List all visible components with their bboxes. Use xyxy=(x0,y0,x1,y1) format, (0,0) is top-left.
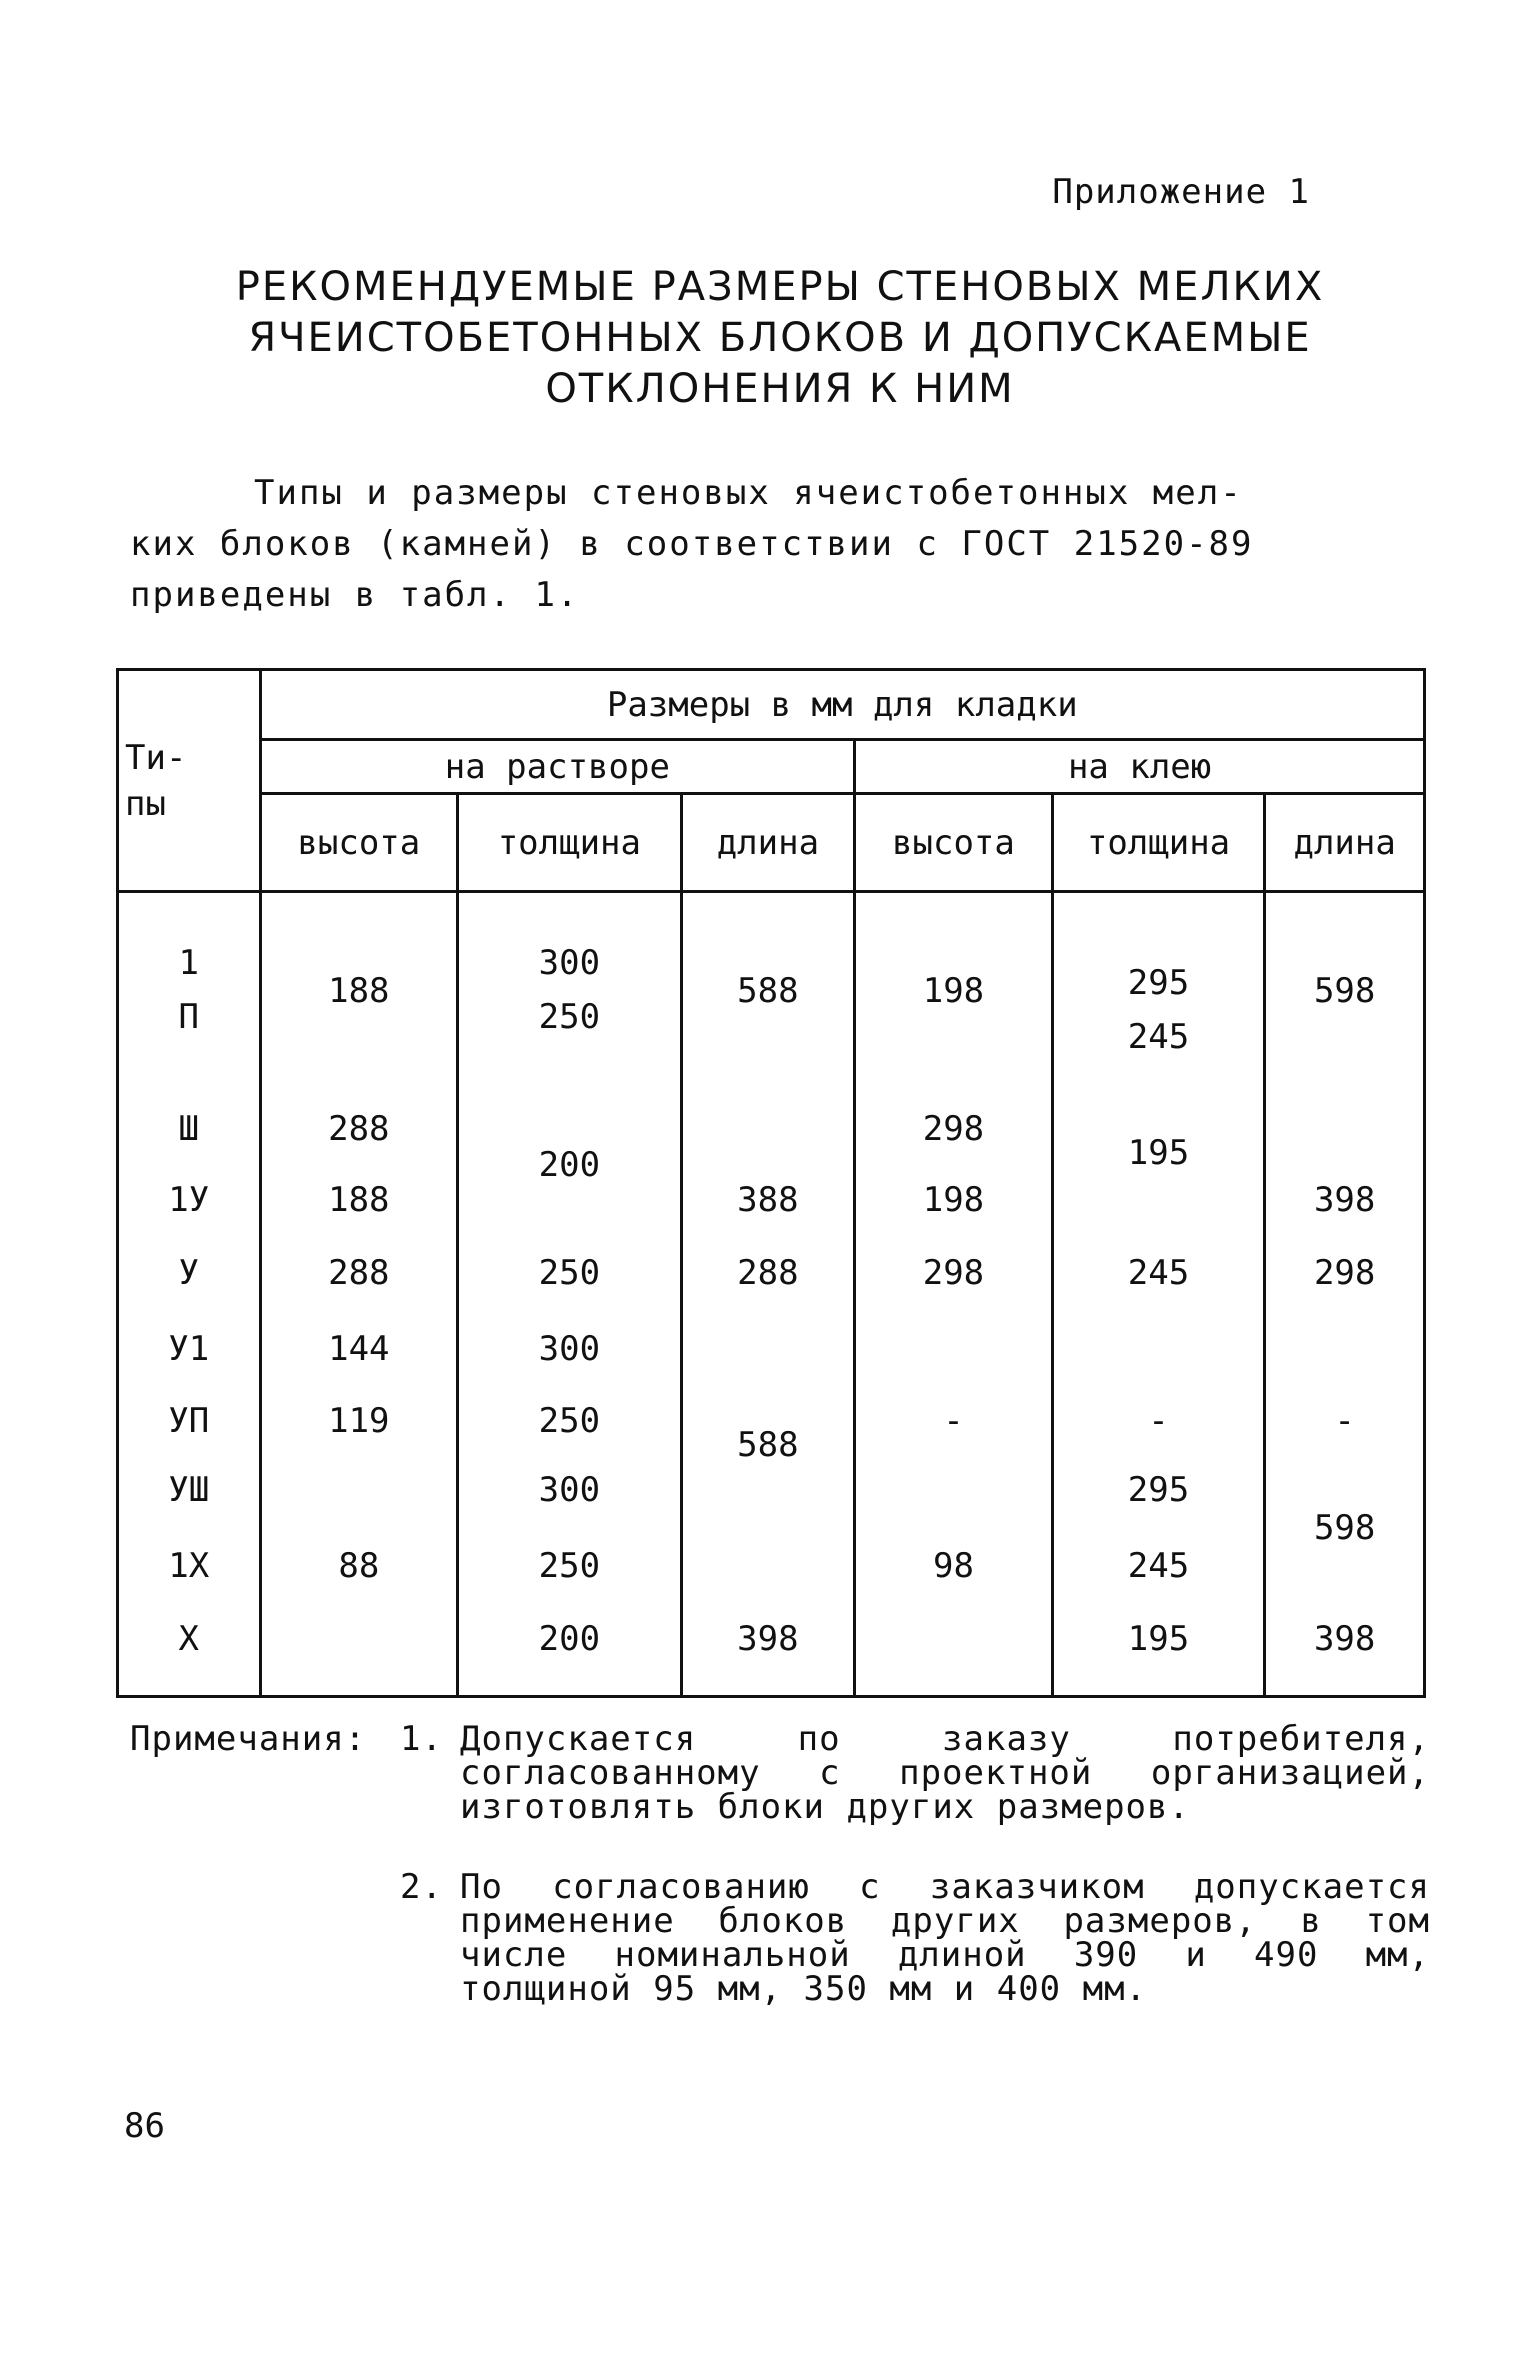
value-cell: 195 xyxy=(1127,1619,1190,1659)
intro-line: Типы и размеры стеновых ячеистобетонных мел- xyxy=(254,473,1243,513)
appendix-label: Приложение 1 xyxy=(1052,172,1310,212)
value-cell: 250 xyxy=(538,1546,601,1586)
type-cell: Х xyxy=(178,1619,200,1659)
value-cell: 200 xyxy=(538,1619,601,1659)
type-cell: УП xyxy=(168,1401,210,1441)
mortar-length-column xyxy=(681,892,855,1697)
value-cell: 188 xyxy=(328,1180,390,1220)
type-cell: 1 xyxy=(178,943,200,983)
value-cell: 198 xyxy=(922,971,985,1011)
glue-header: на клею xyxy=(855,740,1425,794)
value-cell: 298 xyxy=(922,1109,985,1149)
value-cell: 250 xyxy=(538,997,601,1037)
value-cell: 298 xyxy=(1313,1253,1376,1293)
type-cell: Ш xyxy=(178,1109,200,1149)
value-cell: 300 xyxy=(538,943,601,983)
value-cell: 398 xyxy=(1313,1180,1376,1220)
type-cell: 1У xyxy=(168,1180,210,1220)
value-cell: 298 xyxy=(922,1253,985,1293)
value-cell: 295 xyxy=(1127,1470,1190,1510)
mortar-height-column xyxy=(260,892,458,1697)
col-header-thickness: толщина xyxy=(1052,794,1265,892)
page-number: 86 xyxy=(124,2106,165,2146)
note-number: 2. xyxy=(400,1867,443,1907)
intro-line: приведены в табл. 1. xyxy=(130,575,580,615)
type-cell: 1Х xyxy=(168,1546,210,1586)
types-header-line: пы xyxy=(125,783,166,824)
col-header-thickness: толщина xyxy=(458,794,682,892)
value-cell: 195 xyxy=(1127,1133,1190,1173)
sizes-header: Размеры в мм для кладки xyxy=(260,670,1424,740)
document-title xyxy=(150,262,1410,415)
types-header-line: Ти- xyxy=(125,737,187,778)
value-cell: 245 xyxy=(1127,1253,1190,1293)
value-cell: 388 xyxy=(737,1180,799,1220)
notes-section xyxy=(130,1719,1430,2009)
glue-height-column xyxy=(855,892,1053,1697)
value-cell: 200 xyxy=(538,1145,601,1185)
value-cell: 588 xyxy=(737,1425,799,1465)
value-cell: 188 xyxy=(328,971,390,1011)
value-cell: 398 xyxy=(737,1619,799,1659)
value-cell: 295 xyxy=(1127,963,1190,1003)
value-cell: - xyxy=(1334,1401,1355,1441)
value-cell: 288 xyxy=(737,1253,799,1293)
value-cell: 98 xyxy=(932,1546,974,1586)
intro-line: ких блоков (камней) в соответствии с ГОСТ 21520-89 xyxy=(130,524,1254,564)
notes-label: Примечания: xyxy=(130,1719,367,1759)
value-cell: 245 xyxy=(1127,1017,1190,1057)
value-cell: 300 xyxy=(538,1329,601,1369)
type-cell: П xyxy=(178,997,200,1037)
type-cell: У1 xyxy=(168,1329,210,1369)
col-header-length: длина xyxy=(1265,794,1425,892)
title-line: ОТКЛОНЕНИЯ К НИМ xyxy=(545,366,1015,412)
type-cell: У xyxy=(178,1253,200,1293)
value-cell: 398 xyxy=(1313,1619,1376,1659)
value-cell: 88 xyxy=(338,1546,380,1586)
col-header-length: длина xyxy=(681,794,855,892)
value-cell: 598 xyxy=(1313,971,1376,1011)
glue-length-column xyxy=(1265,892,1425,1697)
note-item xyxy=(130,1867,1430,2009)
title-line: ЯЧЕИСТОБЕТОННЫХ БЛОКОВ И ДОПУСКАЕМЫЕ xyxy=(248,315,1312,361)
intro-paragraph xyxy=(130,468,1410,621)
value-cell: 288 xyxy=(328,1109,390,1149)
value-cell: - xyxy=(1148,1401,1169,1441)
col-header-height: высота xyxy=(855,794,1053,892)
value-cell: 198 xyxy=(922,1180,985,1220)
note-text: Допускается по заказу потребителя, согласованному с проектной организацией, изготовлять блоки других размеров. xyxy=(460,1719,1430,1827)
value-cell: 245 xyxy=(1127,1546,1190,1586)
types-column xyxy=(118,892,261,1697)
title-line: РЕКОМЕНДУЕМЫЕ РАЗМЕРЫ СТЕНОВЫХ МЕЛКИХ xyxy=(235,264,1325,310)
note-text: По согласованию с заказчиком допускается применение блоков других размеров, в том числе номинальной длиной 390 и 490 мм, толщиной 95 мм, 350 мм и 400 мм. xyxy=(460,1867,1430,2009)
mortar-thickness-column xyxy=(458,892,682,1697)
glue-thickness-column xyxy=(1052,892,1265,1697)
col-header-height: высота xyxy=(260,794,458,892)
value-cell: 588 xyxy=(737,971,799,1011)
block-sizes-table xyxy=(116,668,1426,1698)
type-cell: УШ xyxy=(168,1470,210,1510)
mortar-header: на растворе xyxy=(260,740,855,794)
value-cell: - xyxy=(943,1401,964,1441)
value-cell: 300 xyxy=(538,1470,601,1510)
value-cell: 598 xyxy=(1313,1508,1376,1548)
note-item xyxy=(130,1719,1430,1827)
types-header xyxy=(118,670,261,892)
value-cell: 119 xyxy=(328,1401,390,1441)
value-cell: 144 xyxy=(328,1329,390,1369)
note-number: 1. xyxy=(400,1719,443,1759)
value-cell: 288 xyxy=(328,1253,390,1293)
value-cell: 250 xyxy=(538,1253,601,1293)
value-cell: 250 xyxy=(538,1401,601,1441)
